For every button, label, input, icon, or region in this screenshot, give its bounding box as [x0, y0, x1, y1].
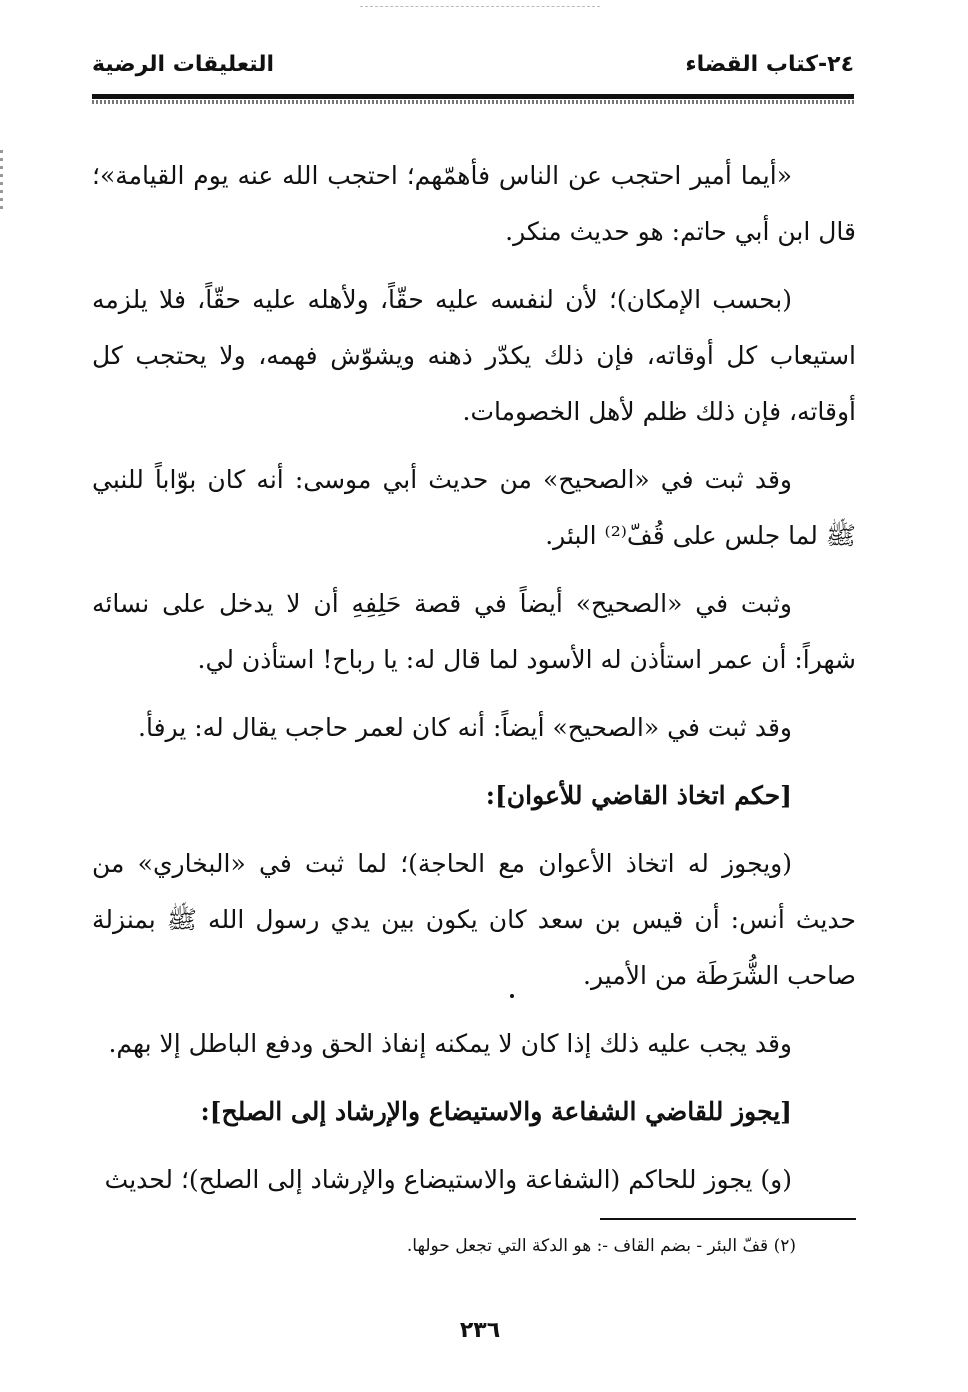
header-rule — [92, 94, 854, 99]
header-hatch-rule — [92, 100, 854, 104]
main-text — [92, 148, 856, 1220]
paragraph-intercession: (و) يجوز للحاكم (الشفاعة والاستيضاع والإرشاد إلى الصلح)؛ لحديث — [104, 1165, 792, 1194]
paragraph-obligation: وقد يجب عليه ذلك إذا كان لا يمكنه إنفاذ الحق ودفع الباطل إلا بهم. — [108, 1029, 792, 1058]
scan-edge-marks — [0, 150, 3, 210]
page-number: ٢٣٦ — [459, 1318, 501, 1343]
paragraph-yarfa: وقد ثبت في «الصحيح» أيضاً: أنه كان لعمر حاجب يقال له: يرفأ. — [138, 713, 792, 742]
paragraph-umar-aswad: وثبت في «الصحيح» أيضاً في قصة حَلِفِهِ أن لا يدخل على نسائه شهراً: أن عمر استأذن له الأسود لما قال له: يا رباح! استأذن لي. — [92, 589, 856, 674]
book-title: التعليقات الرضية — [92, 52, 275, 77]
footnote-separator — [600, 1218, 856, 1220]
section-heading-intercession: [يجوز للقاضي الشفاعة والاستيضاع والإرشاد إلى الصلح]: — [200, 1097, 792, 1126]
paragraph-bihasab-imkan: (بحسب الإمكان)؛ لأن لنفسه عليه حقّاً، ولأهله عليه حقّاً، فلا يلزمه استيعاب كل أوقاته، فإن ذلك يكدّر ذهنه ويشوّش فهمه، ولا يحتجب كل أوقاته، فإن ذلك ظلم لأهل الخصومات. — [92, 285, 856, 426]
scan-top-marks — [360, 6, 600, 9]
running-header — [92, 52, 854, 92]
paragraph-abu-musa: وقد ثبت في «الصحيح» من حديث أبي موسى: أنه كان بوّاباً للنبي ﷺ لما جلس على قُفّ⁽²⁾ البئر. — [92, 465, 856, 550]
section-heading-assistants: [حكم اتخاذ القاضي للأعوان]: — [485, 781, 792, 810]
paragraph-hadith-quote: «أيما أمير احتجب عن الناس فأهمّهم؛ احتجب الله عنه يوم القيامة»؛ قال ابن أبي حاتم: هو حديث منكر. — [92, 161, 856, 246]
chapter-title: ٢٤-كتاب القضاء — [685, 52, 854, 77]
paragraph-assistants: (ويجوز له اتخاذ الأعوان مع الحاجة)؛ لما ثبت في «البخاري» من حديث أنس: أن قيس بن سعد كان يكون بين يدي رسول الله ﷺ بمنزلة صاحب الشُّرَطَة من الأمير. — [92, 849, 856, 990]
stray-dot — [510, 994, 514, 998]
footnote: (٢) قفّ البئر - بضم القاف -: هو الدكة التي تجعل حولها. — [406, 1236, 796, 1256]
